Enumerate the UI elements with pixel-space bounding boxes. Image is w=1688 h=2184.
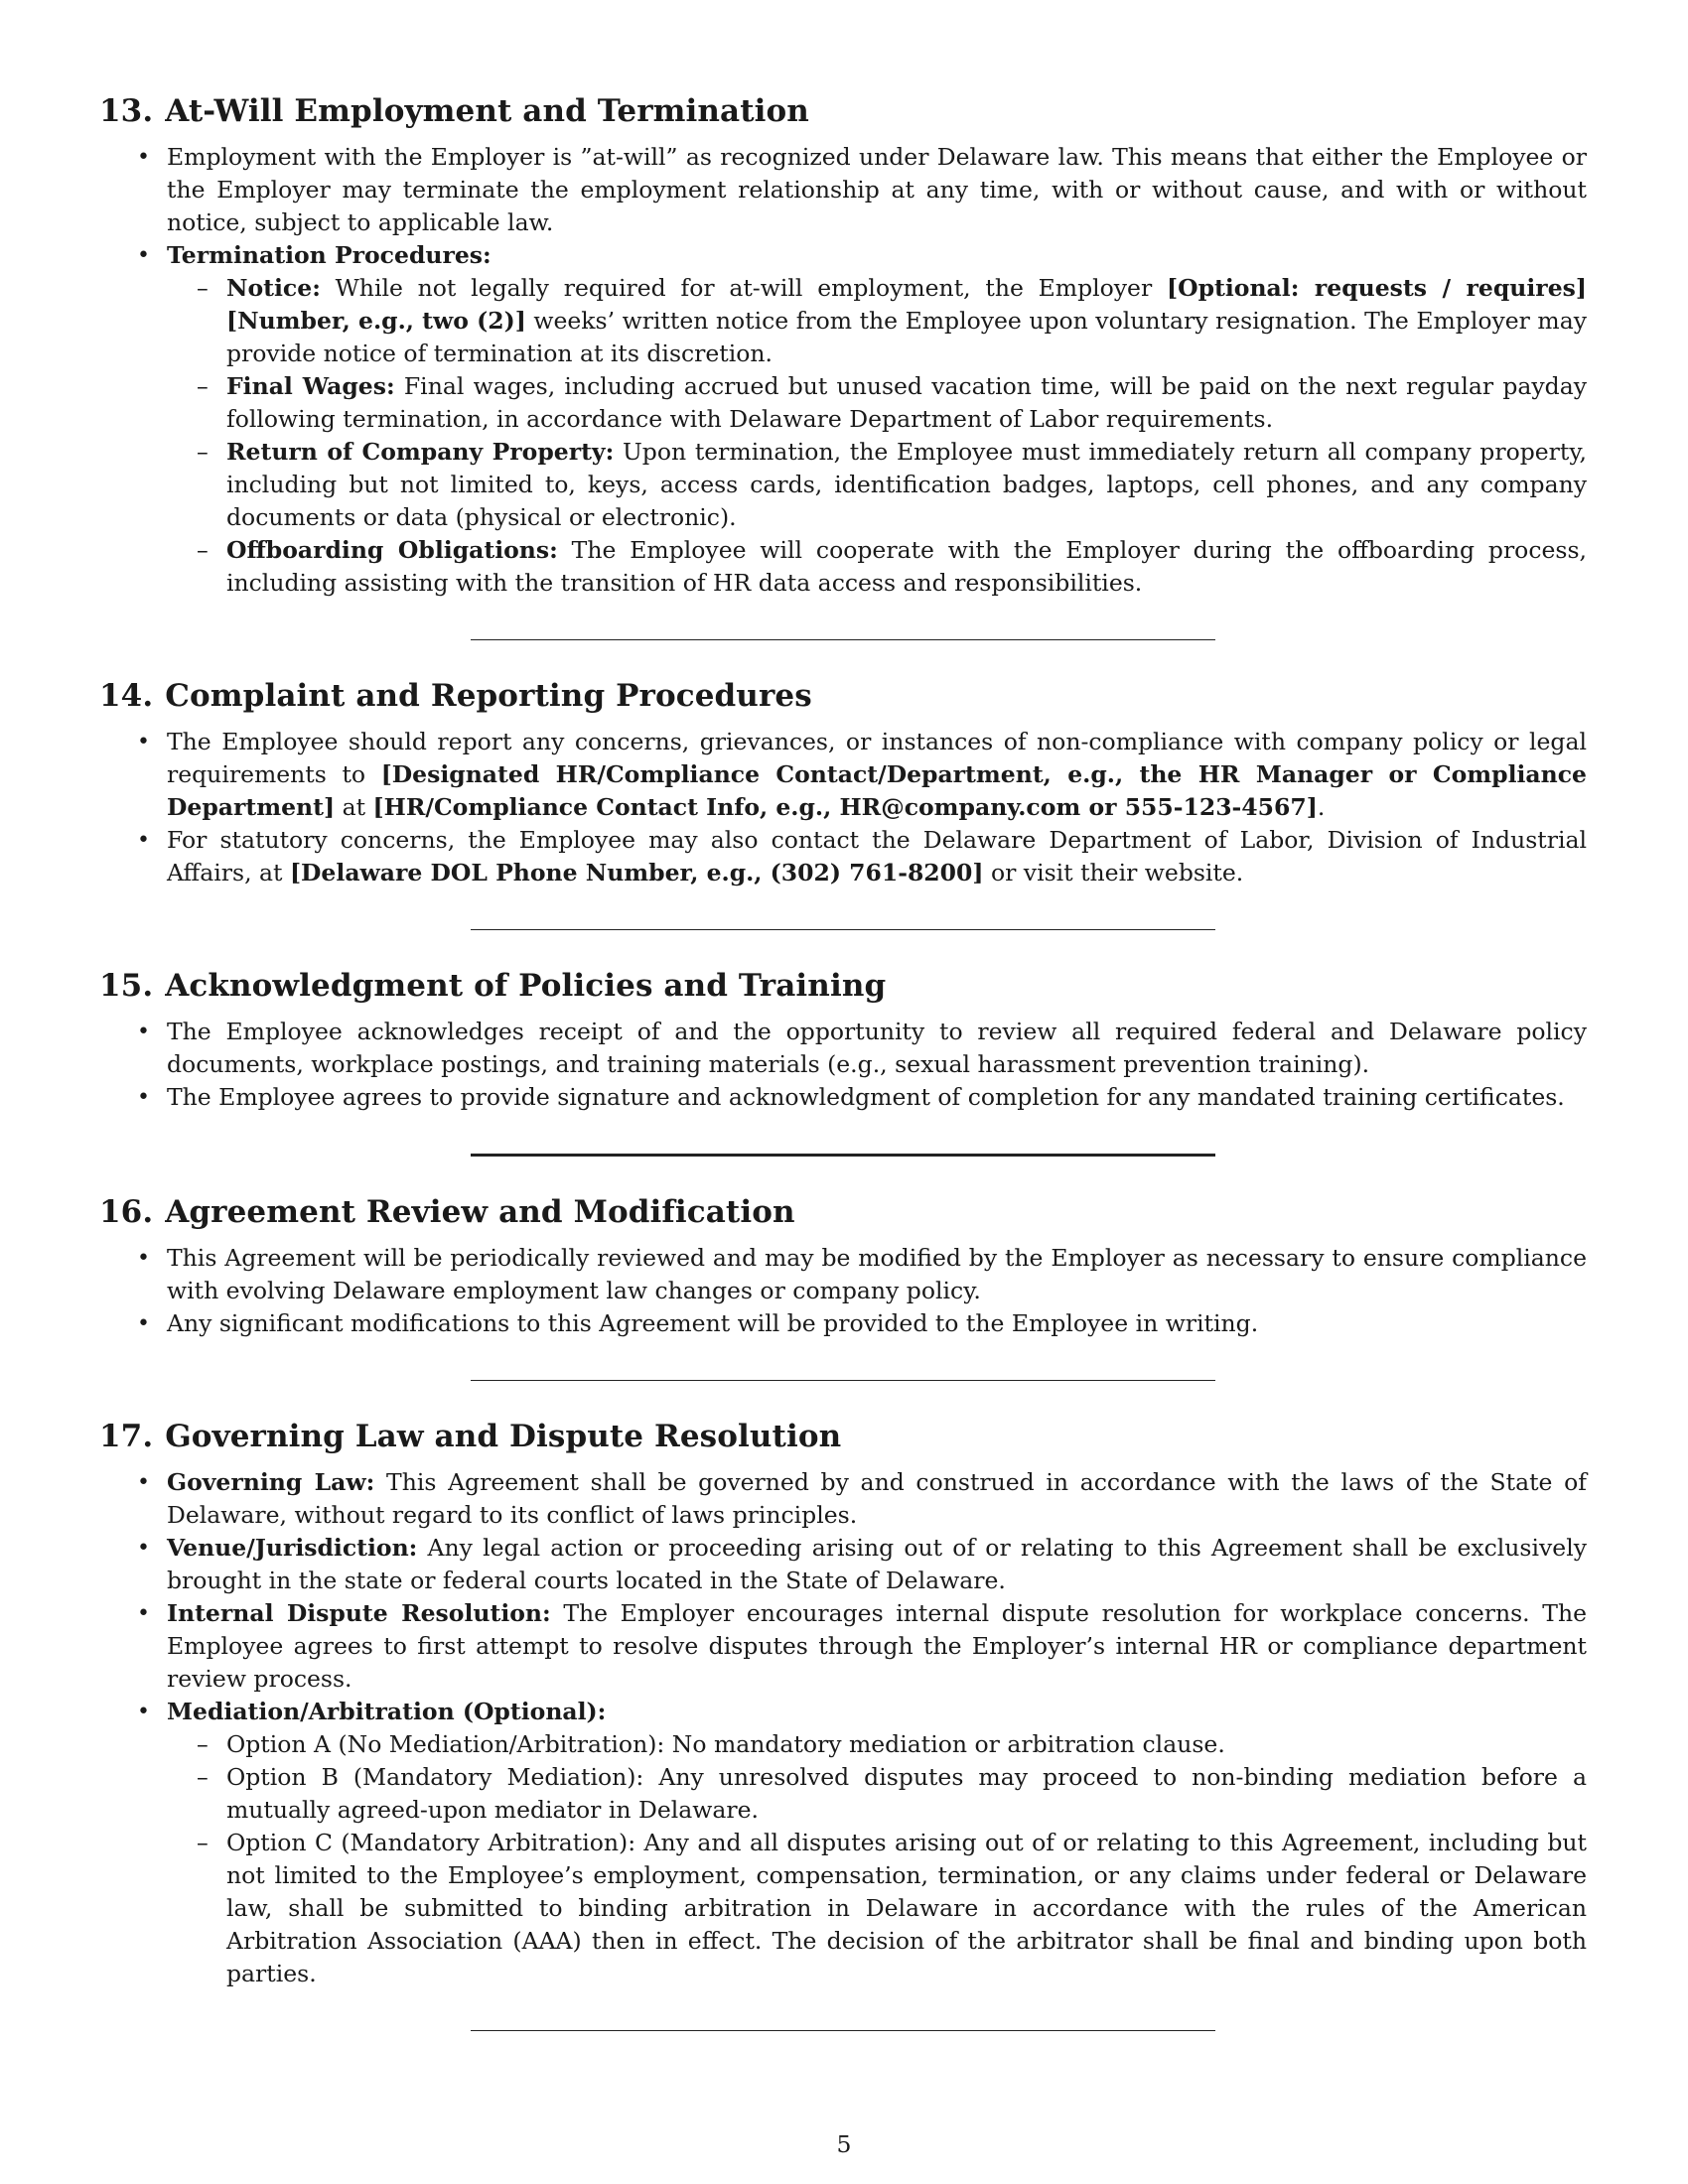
item-text: For statutory concerns, the Employee may also contact the Delaware Department of Labor, Division of Industrial Affairs, at (167, 826, 1587, 887)
section-number: 14. (99, 678, 154, 714)
placeholder-field: [Designated HR/Compliance Contact/Department, e.g., the HR Manager or Compliance Department] (167, 760, 1587, 821)
section-heading (99, 676, 1587, 716)
section-13 (99, 91, 1587, 600)
item-text: The Employer encourages internal dispute resolution for workplace concerns. The Employee agrees to first attempt to resolve disputes through the Employer’s internal HR or compliance department review process. (167, 1599, 1587, 1693)
item-text: or visit their website. (983, 859, 1244, 887)
list-item (99, 141, 1587, 239)
section-14 (99, 676, 1587, 889)
horizontal-rule (471, 2030, 1215, 2031)
item-text: While not legally required for at-will employment, the Employer (320, 274, 1167, 302)
item-label: Final Wages: (226, 372, 395, 400)
sub-list (167, 272, 1587, 600)
placeholder-field: [Delaware DOL Phone Number, e.g., (302) 761-8200] (289, 859, 984, 887)
item-text: The Employee agrees to provide signature and acknowledgment of completion for any mandated training certificates. (167, 1083, 1565, 1111)
item-label: Notice: (226, 274, 321, 302)
item-text: Employment with the Employer is ”at-will” as recognized under Delaware law. This means that either the Employee or the Employer may terminate the employment relationship at any time, with or without cause, and with or without notice, subject to applicable law. (167, 143, 1587, 236)
item-text: Any legal action or proceeding arising out of or relating to this Agreement shall be exclusively brought in the state or federal courts located in the State of Delaware. (167, 1534, 1587, 1594)
placeholder-field: [HR/Compliance Contact Info, e.g., HR@company.com or 555-123-4567] (372, 793, 1318, 821)
section-title: Agreement Review and Modification (165, 1194, 795, 1230)
item-text: This Agreement will be periodically reviewed and may be modified by the Employer as necessary to ensure compliance with evolving Delaware employment law changes or company policy. (167, 1244, 1587, 1304)
placeholder-field: [Optional: requests / requires] (1166, 274, 1587, 302)
sub-list (167, 1728, 1587, 1990)
item-text: at (335, 793, 373, 821)
section-title: Acknowledgment of Policies and Training (165, 968, 887, 1004)
bullet-list (99, 1242, 1587, 1340)
bullet-list (99, 141, 1587, 600)
section-number: 17. (99, 1419, 154, 1454)
sub-item-offboarding (167, 534, 1587, 600)
list-item (99, 1242, 1587, 1307)
item-text: . (1317, 793, 1326, 821)
list-item (99, 1081, 1587, 1114)
list-item-mediation (99, 1696, 1587, 1990)
section-16 (99, 1192, 1587, 1340)
section-title: At-Will Employment and Termination (165, 93, 809, 129)
item-label: Mediation/Arbitration (Optional): (167, 1698, 607, 1725)
item-text: Option C (Mandatory Arbitration): Any and all disputes arising out of or relating to this Agreement, including but not limited to the Employee’s employment, compensation, termination, or any claims under federal or Delaware law, shall be submitted to binding arbitration in Delaware in accordance with the rules of the American Arbitration Association (AAA) then in effect. The decision of the arbitrator shall be final and binding upon both parties. (226, 1829, 1587, 1987)
sub-item-option-c (167, 1827, 1587, 1990)
sub-item-final-wages (167, 370, 1587, 436)
item-text: Final wages, including accrued but unused vacation time, will be paid on the next regular payday following termination, in accordance with Delaware Department of Labor requirements. (226, 372, 1587, 433)
list-item (99, 239, 1587, 600)
item-label: Governing Law: (167, 1468, 375, 1496)
item-text: Any significant modifications to this Agreement will be provided to the Employee in writing. (167, 1309, 1259, 1337)
list-item-venue (99, 1532, 1587, 1597)
section-heading (99, 91, 1587, 131)
item-label: Return of Company Property: (226, 438, 615, 466)
list-item (99, 824, 1587, 889)
list-item-governing-law (99, 1466, 1587, 1532)
section-heading (99, 966, 1587, 1006)
item-text: weeks’ written notice from the Employee upon voluntary resignation. The Employer may provide notice of termination at its discretion. (226, 307, 1587, 367)
list-item-internal-dispute (99, 1597, 1587, 1696)
bullet-list (99, 1016, 1587, 1114)
sub-item-return-property (167, 436, 1587, 534)
section-heading (99, 1417, 1587, 1456)
item-text: The Employee should report any concerns, grievances, or instances of non-compliance with company policy or legal requirements to (167, 728, 1587, 788)
list-item (99, 1016, 1587, 1081)
section-number: 16. (99, 1194, 154, 1230)
section-number: 13. (99, 93, 154, 129)
bullet-list (99, 726, 1587, 889)
sub-item-notice (167, 272, 1587, 370)
bullet-list (99, 1466, 1587, 1990)
section-15 (99, 966, 1587, 1114)
item-text: The Employee will cooperate with the Employer during the offboarding process, including assisting with the transition of HR data access and responsibilities. (226, 536, 1587, 597)
item-text: Upon termination, the Employee must immediately return all company property, including but not limited to, keys, access cards, identification badges, laptops, cell phones, and any company documents or data (physical or electronic). (226, 438, 1587, 531)
placeholder-field: [Number, e.g., two (2)] (226, 307, 526, 335)
item-label: Offboarding Obligations: (226, 536, 558, 564)
sub-item-option-a (167, 1728, 1587, 1761)
item-text: Option B (Mandatory Mediation): Any unresolved disputes may proceed to non-binding mediation before a mutually agreed-upon mediator in Delaware. (226, 1763, 1587, 1824)
item-label: Internal Dispute Resolution: (167, 1599, 551, 1627)
section-heading (99, 1192, 1587, 1232)
list-item (99, 726, 1587, 824)
item-text: The Employee acknowledges receipt of and the opportunity to review all required federal and Delaware policy documents, workplace postings, and training materials (e.g., sexual harassment prevention training). (167, 1018, 1587, 1078)
document-page (99, 91, 1587, 2031)
item-text: Option A (No Mediation/Arbitration): No mandatory mediation or arbitration clause. (226, 1730, 1225, 1758)
sub-item-option-b (167, 1761, 1587, 1827)
section-title: Complaint and Reporting Procedures (165, 678, 812, 714)
section-title: Governing Law and Dispute Resolution (165, 1419, 842, 1454)
item-label: Termination Procedures: (167, 241, 492, 269)
section-17 (99, 1417, 1587, 1990)
page-number: 5 (836, 2130, 852, 2158)
list-item (99, 1307, 1587, 1340)
section-number: 15. (99, 968, 154, 1004)
item-label: Venue/Jurisdiction: (167, 1534, 418, 1562)
item-text: This Agreement shall be governed by and construed in accordance with the laws of the State of Delaware, without regard to its conflict of laws principles. (167, 1468, 1587, 1529)
